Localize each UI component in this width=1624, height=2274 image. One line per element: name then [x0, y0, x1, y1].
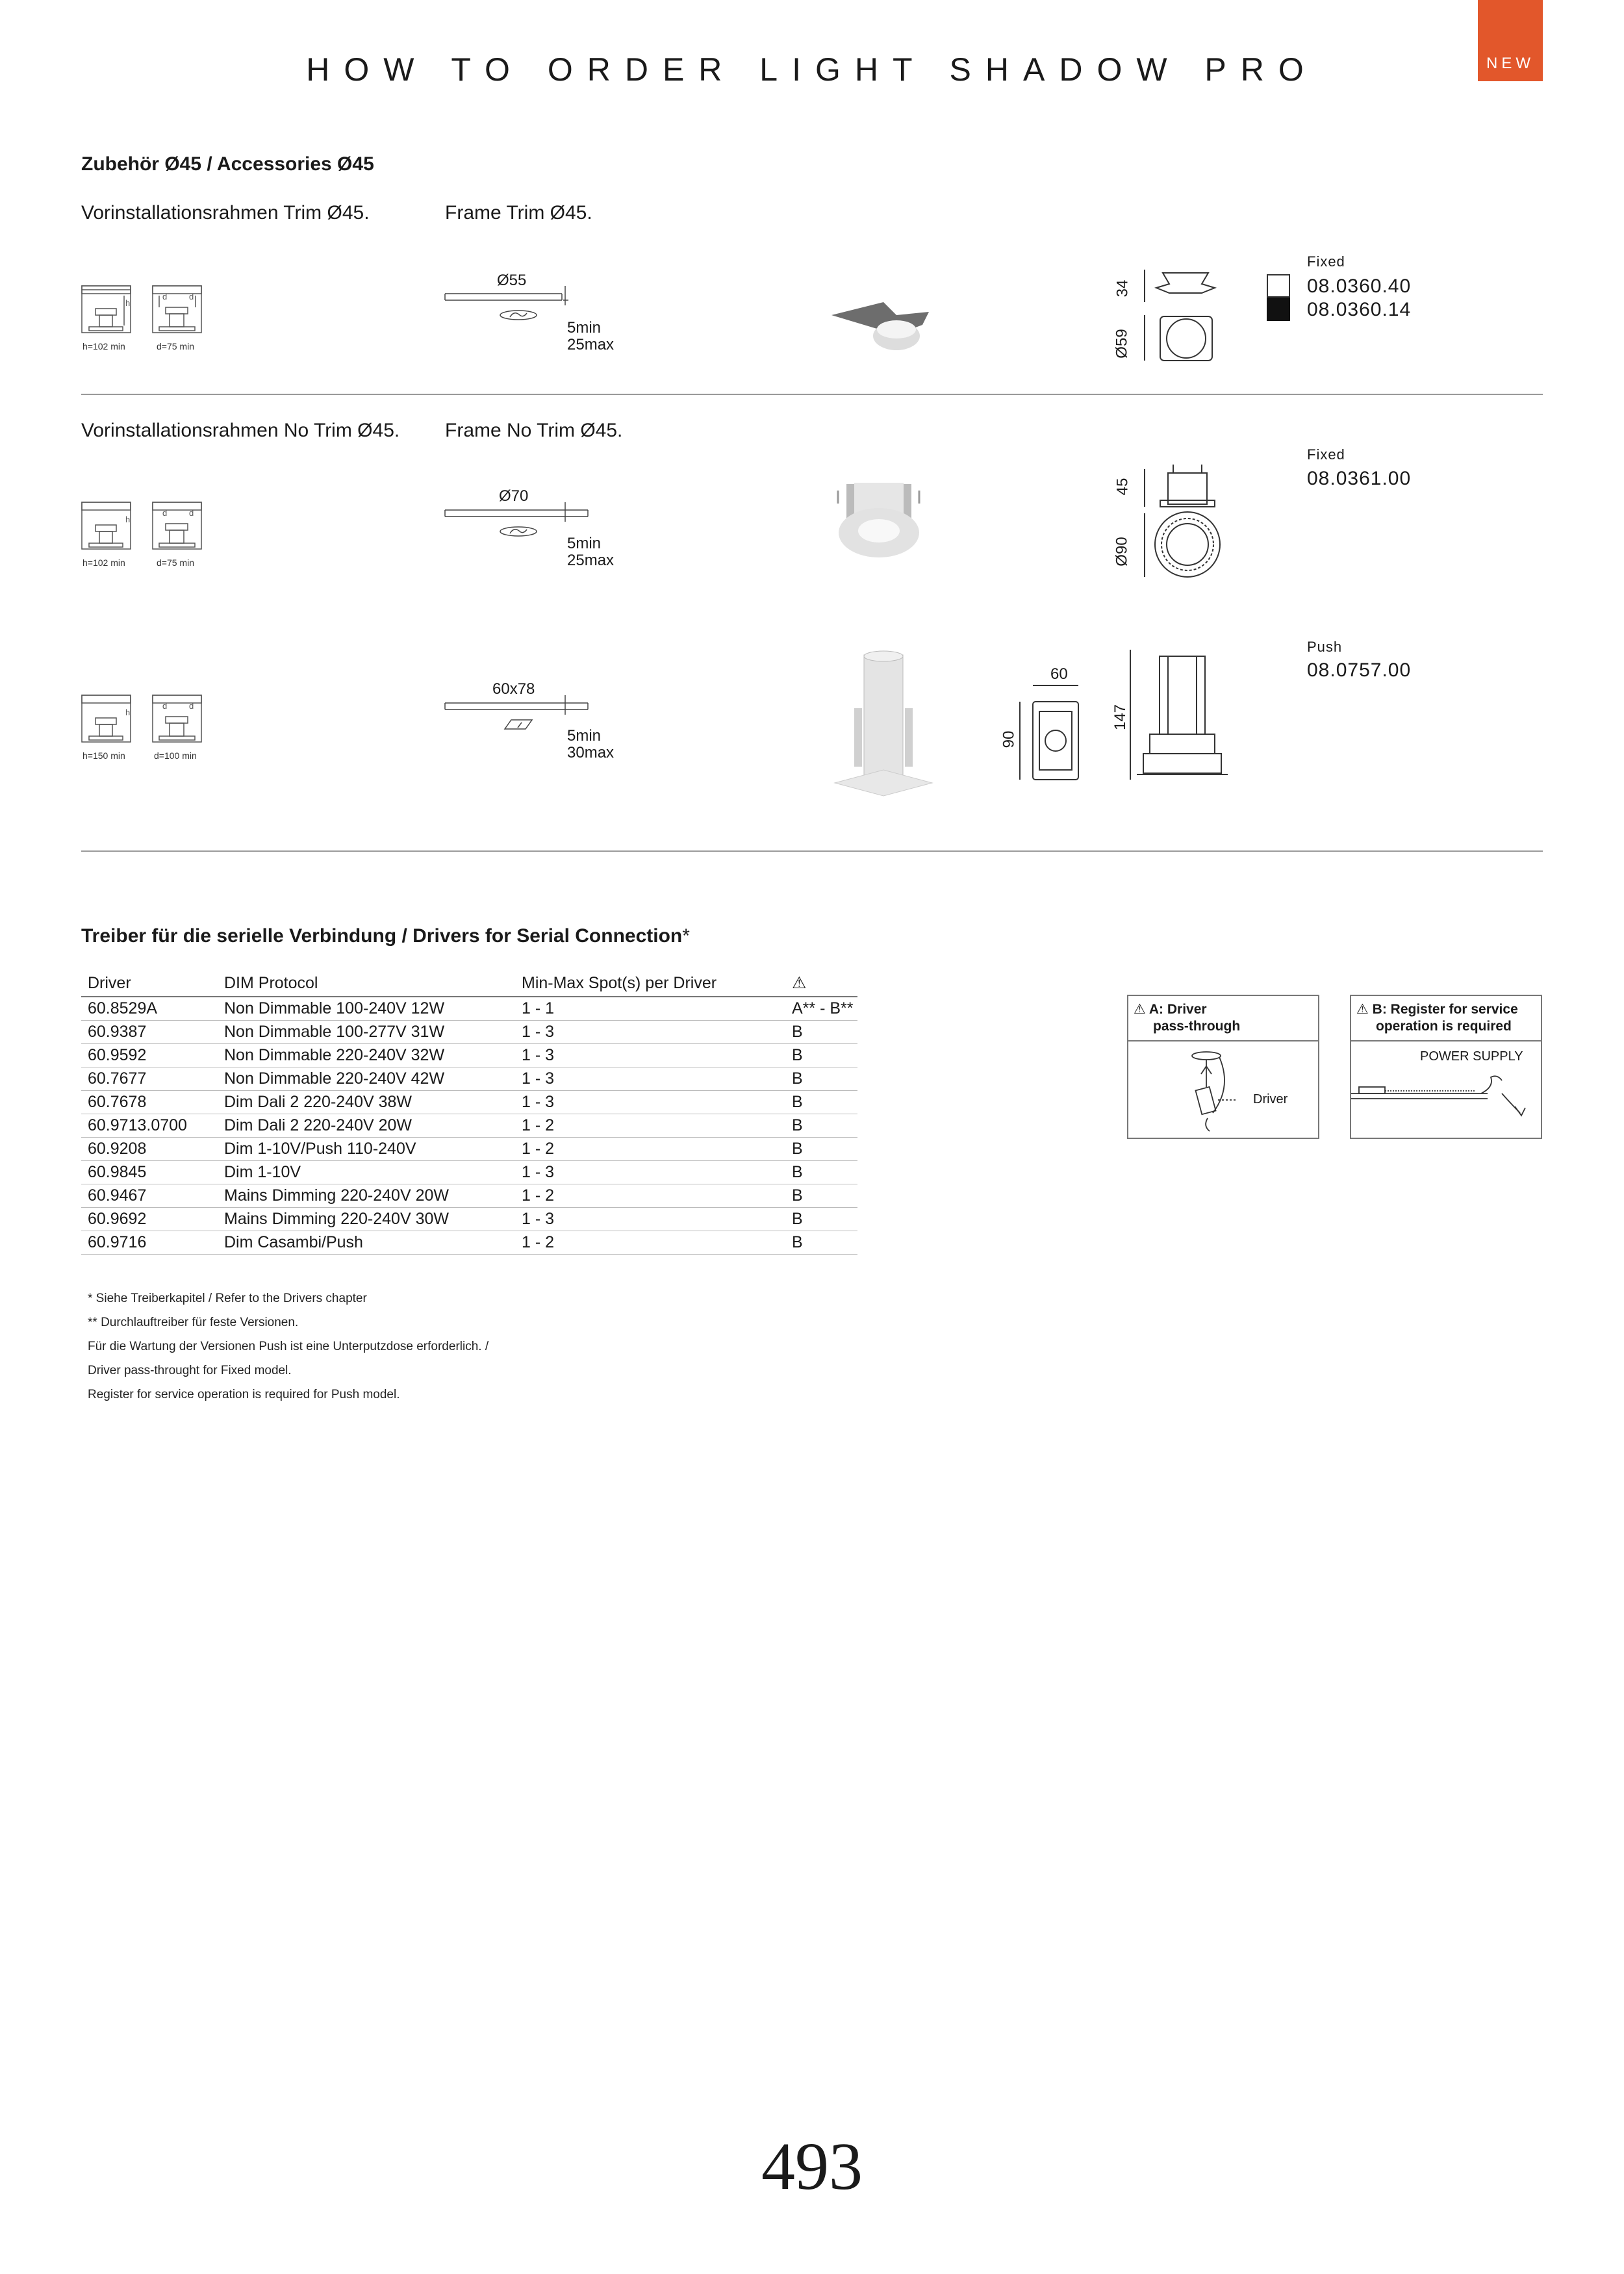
profile-size-label: Ø70: [499, 487, 529, 505]
row1-label-en: Frame Trim Ø45.: [445, 202, 592, 224]
icon-letter-d: d: [189, 292, 194, 301]
cell: Non Dimmable 100-240V 12W: [218, 997, 515, 1021]
install-icons-row1: [81, 283, 211, 341]
footnote: * Siehe Treiberkapitel / Refer to the Drivers chapter: [88, 1292, 367, 1305]
col-header-dim-protocol: DIM Protocol: [218, 973, 515, 997]
table-row: [81, 1044, 857, 1067]
box-b-title-line2: operation is required: [1376, 1019, 1512, 1034]
table-row: [81, 1231, 857, 1255]
cell: B: [785, 1231, 857, 1255]
install-icons-row3: [81, 692, 211, 750]
row1-label-de: Vorinstallationsrahmen Trim Ø45.: [81, 202, 370, 224]
cell: B: [785, 1184, 857, 1208]
drivers-heading: [81, 925, 690, 947]
footnote: Register for service operation is required for Push model.: [88, 1388, 400, 1401]
power-supply-illustration: [1351, 1067, 1541, 1132]
cell: B: [785, 1067, 857, 1091]
icon-letter-h: h: [125, 298, 131, 308]
divider: [81, 394, 1543, 395]
install-d-label: d=75 min: [157, 341, 194, 351]
install-d-label: d=75 min: [157, 557, 194, 568]
cell: Dim 1-10V: [218, 1161, 515, 1184]
table-row: [81, 1091, 857, 1114]
col-header-warning: ⚠: [785, 973, 857, 997]
box-a-title-line1: ⚠ A: Driver: [1134, 1002, 1207, 1017]
box-b-title-line1: ⚠ B: Register for service: [1356, 1002, 1518, 1017]
cell: 60.7678: [81, 1091, 218, 1114]
cell: A** - B**: [785, 997, 857, 1021]
dim-width-label: 60: [1050, 665, 1068, 683]
table-row: [81, 1021, 857, 1044]
cell: 60.8529A: [81, 997, 218, 1021]
cell: Dim 1-10V/Push 110-240V: [218, 1138, 515, 1161]
box-b-title: [1351, 996, 1541, 1041]
icon-letter-h: h: [125, 708, 131, 717]
product-render-notrim: [828, 471, 932, 562]
dim-diameter-label: Ø59: [1113, 329, 1131, 359]
cell: Non Dimmable 100-277V 31W: [218, 1021, 515, 1044]
cell: Non Dimmable 220-240V 32W: [218, 1044, 515, 1067]
footnote: ** Durchlauftreiber für feste Versionen.: [88, 1316, 299, 1329]
cell: Non Dimmable 220-240V 42W: [218, 1067, 515, 1091]
profile-min-label: 5min: [567, 319, 602, 337]
cell: 60.9467: [81, 1184, 218, 1208]
row2-label-en: Frame No Trim Ø45.: [445, 420, 623, 441]
cell: 1 - 2: [515, 1231, 785, 1255]
cell: Dim Dali 2 220-240V 20W: [218, 1114, 515, 1138]
page-title: HOW TO ORDER LIGHT SHADOW PRO: [306, 51, 1318, 88]
table-header-row: [81, 973, 857, 997]
page-number: 493: [761, 2129, 863, 2204]
profile-size-label: 60x78: [492, 680, 535, 698]
divider: [81, 850, 1543, 852]
product-render-push: [828, 650, 939, 799]
profile-max-label: 30max: [567, 744, 615, 761]
cell: Dim Dali 2 220-240V 38W: [218, 1091, 515, 1114]
cell: Mains Dimming 220-240V 20W: [218, 1184, 515, 1208]
drivers-table: [81, 973, 857, 1255]
table-row: [81, 1138, 857, 1161]
cell: 1 - 3: [515, 1208, 785, 1231]
row3-code: 08.0757.00: [1307, 659, 1412, 681]
service-register-box: [1350, 995, 1542, 1139]
footnotes: [88, 1286, 488, 1407]
tech-drawing-row2: [1137, 461, 1241, 578]
color-swatch-white: [1267, 274, 1290, 298]
cell: Mains Dimming 220-240V 30W: [218, 1208, 515, 1231]
table-row: [81, 1208, 857, 1231]
cell: 60.7677: [81, 1067, 218, 1091]
cell: Dim Casambi/Push: [218, 1231, 515, 1255]
cell: 1 - 1: [515, 997, 785, 1021]
profile-min-label: 5min: [567, 727, 602, 745]
footnote: Driver pass-throught for Fixed model.: [88, 1364, 292, 1377]
icon-letter-d: d: [189, 508, 194, 518]
cell: B: [785, 1138, 857, 1161]
dim-height-label: 45: [1113, 478, 1132, 496]
icon-letter-h: h: [125, 515, 131, 524]
install-icons-row2: [81, 499, 211, 557]
cell: 60.9592: [81, 1044, 218, 1067]
footnote: Für die Wartung der Versionen Push ist eine Unterputzdose erforderlich. /: [88, 1340, 489, 1353]
cell: 1 - 3: [515, 1044, 785, 1067]
install-h-label: h=102 min: [82, 341, 125, 351]
cell: B: [785, 1021, 857, 1044]
profile-size-label: Ø55: [497, 272, 527, 289]
dim-height-label: 34: [1113, 279, 1132, 298]
icon-letter-d: d: [162, 701, 168, 711]
box-a-title: [1128, 996, 1318, 1041]
row3-type: Push: [1307, 639, 1343, 655]
row1-type: Fixed: [1307, 253, 1345, 270]
dim-diameter-label: Ø90: [1113, 537, 1131, 567]
cell: 1 - 3: [515, 1091, 785, 1114]
cell: 60.9692: [81, 1208, 218, 1231]
row1-code-black: 08.0360.14: [1307, 299, 1412, 320]
profile-max-label: 25max: [567, 552, 615, 569]
cell: B: [785, 1044, 857, 1067]
box-a-title-line2: pass-through: [1153, 1019, 1241, 1034]
color-swatch-black: [1267, 298, 1290, 321]
cell: 1 - 3: [515, 1161, 785, 1184]
cell: 60.9208: [81, 1138, 218, 1161]
cell: B: [785, 1161, 857, 1184]
product-render-trim: [825, 289, 942, 354]
table-row: [81, 1161, 857, 1184]
drivers-heading-star: *: [682, 925, 690, 947]
install-h-label: h=150 min: [82, 750, 125, 761]
dim-height-label: 147: [1111, 704, 1130, 731]
new-badge: NEW: [1478, 0, 1543, 81]
row2-label-de: Vorinstallationsrahmen No Trim Ø45.: [81, 420, 400, 441]
cell: 1 - 3: [515, 1067, 785, 1091]
drivers-heading-text: Treiber für die serielle Verbindung / Drivers for Serial Connection: [81, 925, 683, 947]
cell: 60.9387: [81, 1021, 218, 1044]
cell: 60.9845: [81, 1161, 218, 1184]
cell: B: [785, 1114, 857, 1138]
cell: 1 - 2: [515, 1184, 785, 1208]
install-h-label: h=102 min: [82, 557, 125, 568]
icon-letter-d: d: [162, 292, 168, 301]
profile-min-label: 5min: [567, 535, 602, 552]
table-row: [81, 1114, 857, 1138]
table-row: [81, 1067, 857, 1091]
dim-depth-label: 90: [1000, 730, 1018, 748]
table-row: [81, 997, 857, 1021]
tech-top-view-row3: [1020, 682, 1085, 786]
col-header-driver: Driver: [81, 973, 218, 997]
box-b-caption: POWER SUPPLY: [1420, 1049, 1523, 1064]
accessories-heading: Zubehör Ø45 / Accessories Ø45: [81, 153, 374, 175]
cell: B: [785, 1208, 857, 1231]
profile-max-label: 25max: [567, 336, 615, 353]
col-header-spots: Min-Max Spot(s) per Driver: [515, 973, 785, 997]
row2-code: 08.0361.00: [1307, 468, 1412, 489]
row1-code-white: 08.0360.40: [1307, 275, 1412, 297]
tech-drawing-row1: [1137, 270, 1228, 367]
pass-through-illustration: [1141, 1048, 1304, 1132]
box-a-caption: Driver: [1253, 1092, 1288, 1106]
cell: 1 - 2: [515, 1114, 785, 1138]
icon-letter-d: d: [162, 508, 168, 518]
table-row: [81, 1184, 857, 1208]
install-d-label: d=100 min: [154, 750, 197, 761]
driver-pass-through-box: [1127, 995, 1319, 1139]
cell: 1 - 3: [515, 1021, 785, 1044]
tech-side-view-row3: [1130, 650, 1234, 786]
cell: 60.9716: [81, 1231, 218, 1255]
row2-type: Fixed: [1307, 446, 1345, 463]
cell: 1 - 2: [515, 1138, 785, 1161]
cell: B: [785, 1091, 857, 1114]
cell: 60.9713.0700: [81, 1114, 218, 1138]
icon-letter-d: d: [189, 701, 194, 711]
